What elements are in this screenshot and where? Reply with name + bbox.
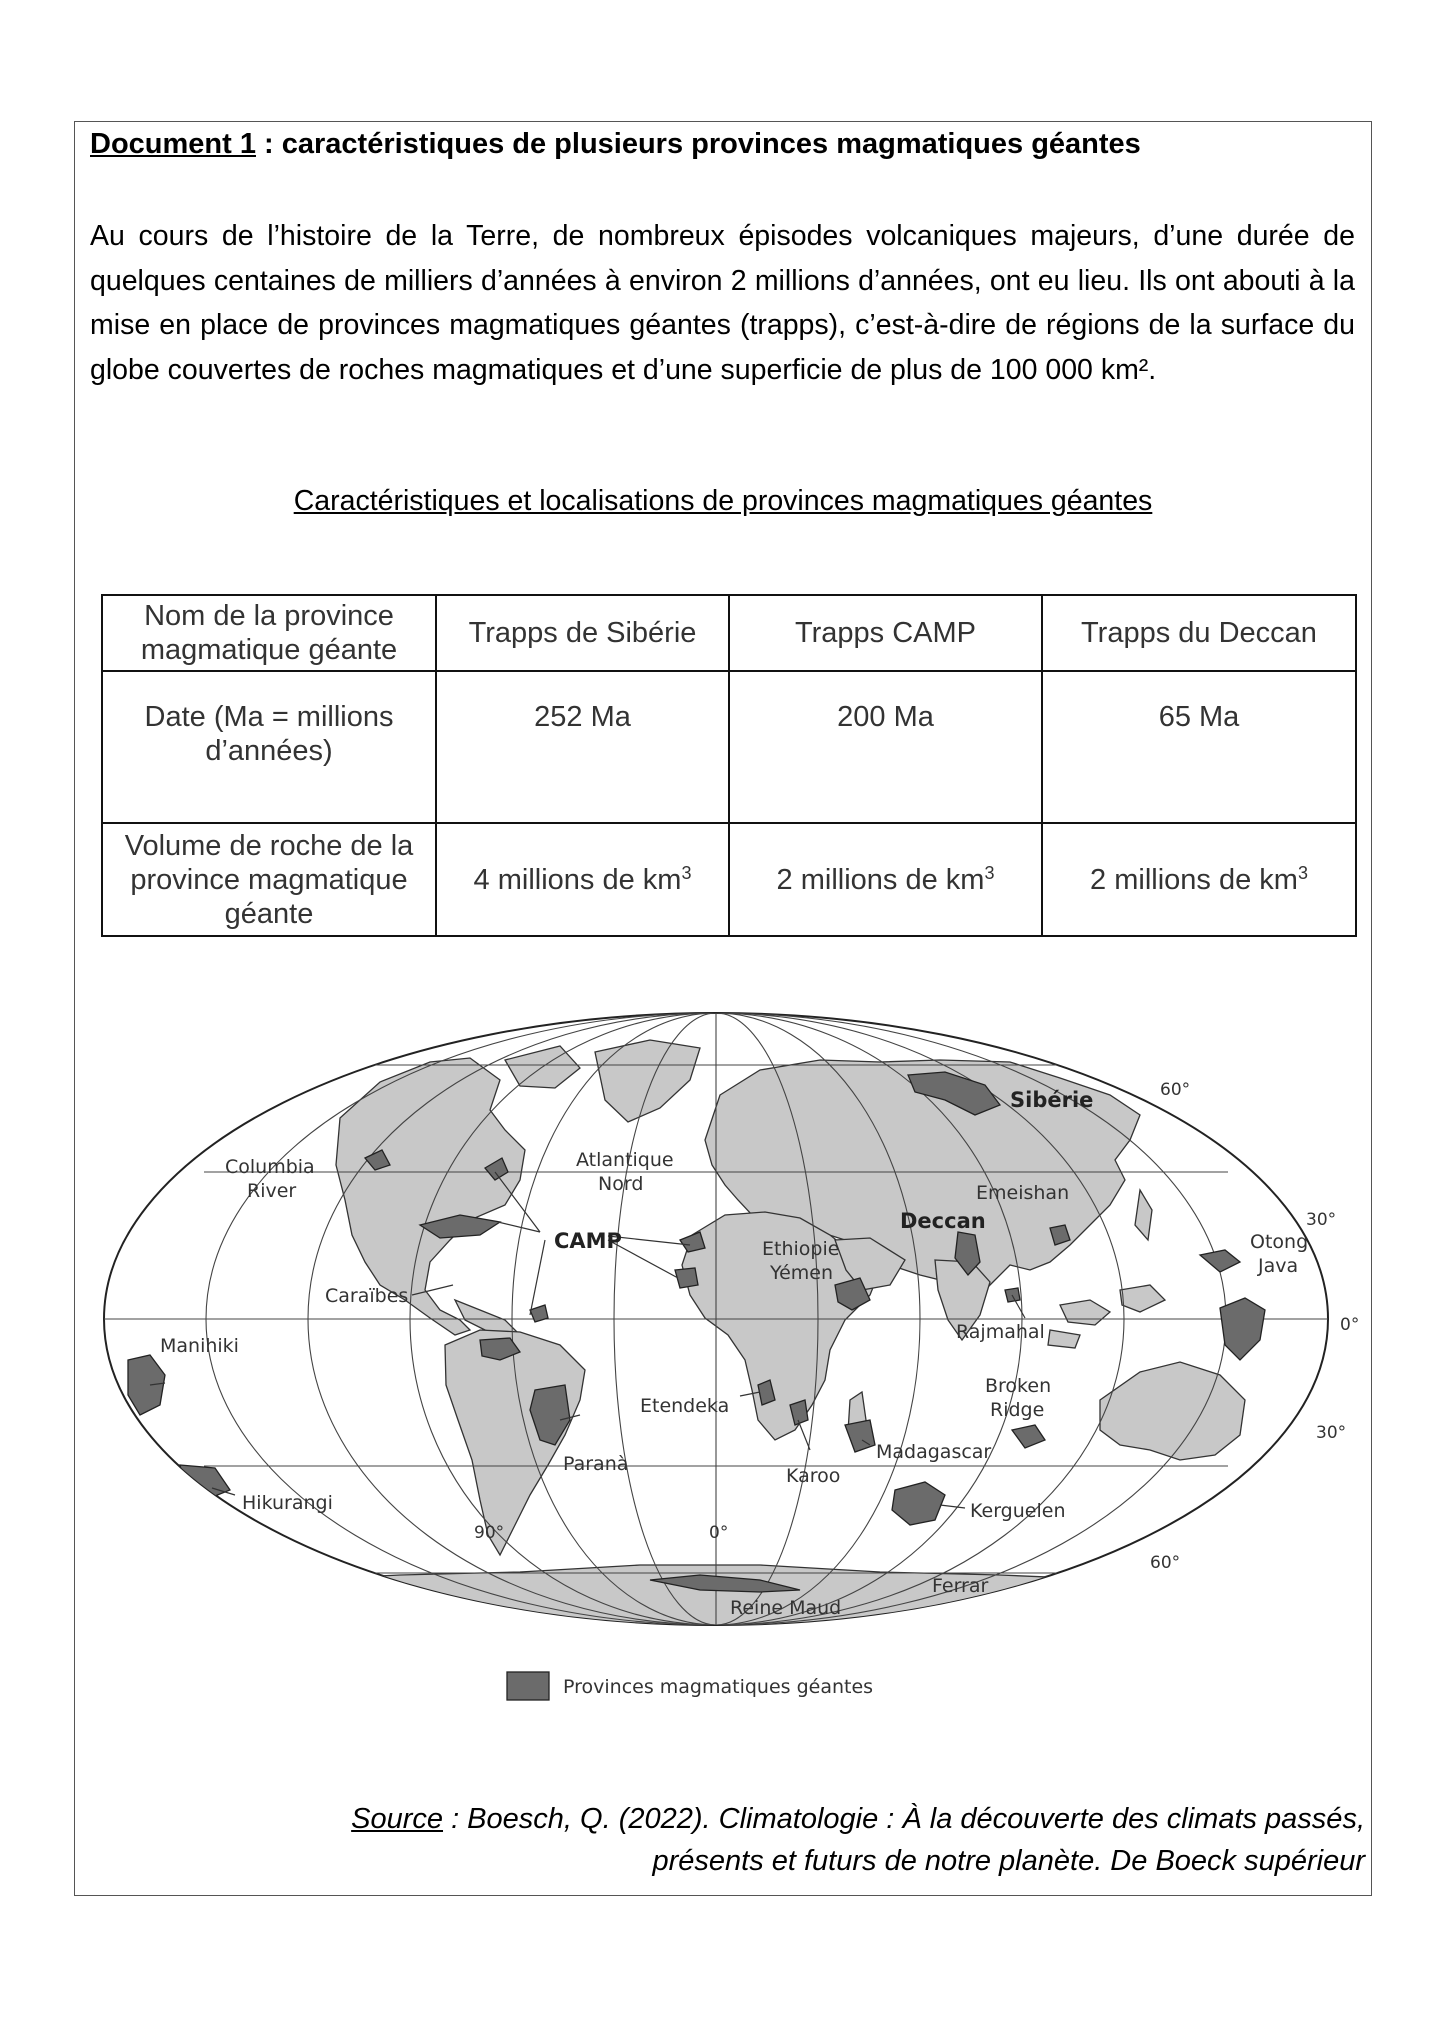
province-ferrar <box>1000 1588 1080 1600</box>
deg-lat0: 0° <box>1340 1315 1360 1335</box>
volume-deccan-exponent: 3 <box>1297 862 1308 883</box>
document-label: Document 1 <box>90 128 256 160</box>
date-label: Date (Ma = millions d’années) <box>102 671 436 823</box>
source-label: Source <box>351 1803 444 1835</box>
volume-siberie-exponent: 3 <box>681 862 692 883</box>
label-reine-maud: Reine Maud <box>730 1597 842 1619</box>
label-emeishan: Emeishan <box>976 1182 1070 1204</box>
label-java: Java <box>1258 1255 1299 1277</box>
volume-label: Volume de roche de la province magmatique géante <box>102 823 436 936</box>
label-caraibes: Caraïbes <box>325 1285 409 1307</box>
label-madagascar: Madagascar <box>876 1441 992 1463</box>
volume-camp-exponent: 3 <box>984 862 995 883</box>
date-deccan: 65 Ma <box>1042 671 1356 823</box>
label-kerguelen: Kerguelen <box>970 1500 1066 1522</box>
volume-siberie-value: 4 millions de km <box>473 863 682 896</box>
source-line-1 <box>165 1798 1365 1840</box>
volume-camp-value: 2 millions de km <box>776 863 985 896</box>
header-name: Nom de la province magmatique géante <box>102 595 436 671</box>
new-zealand <box>1262 1465 1285 1500</box>
label-hikurangi: Hikurangi <box>242 1492 333 1514</box>
deg-lat30s: 30° <box>1316 1423 1347 1443</box>
label-camp: CAMP <box>554 1229 622 1253</box>
date-siberie: 252 Ma <box>436 671 729 823</box>
label-broken: Broken <box>985 1375 1052 1397</box>
label-siberie: Sibérie <box>1010 1088 1094 1112</box>
deg-lon90: 90° <box>474 1523 505 1543</box>
label-ethiopie: Ethiopie <box>762 1238 840 1260</box>
label-columbia: Columbia <box>225 1156 315 1178</box>
volume-deccan-value: 2 millions de km <box>1090 863 1298 896</box>
document-title-text: : caractéristiques de plusieurs provinces magmatiques géantes <box>255 128 1141 160</box>
deg-lat60s: 60° <box>1150 1553 1181 1573</box>
label-manihiki: Manihiki <box>160 1335 239 1357</box>
source-line-2: présents et futurs de notre planète. De Boeck supérieur <box>652 1845 1365 1877</box>
header-siberie: Trapps de Sibérie <box>436 595 729 671</box>
label-parana: Paranà <box>563 1453 629 1475</box>
label-rajmahal: Rajmahal <box>956 1321 1045 1343</box>
source-line-1-text: : Boesch, Q. (2022). Climatologie : À la découverte des climats passés, <box>443 1803 1365 1835</box>
table-subtitle: Caractéristiques et localisations de provinces magmatiques géantes <box>293 485 1153 517</box>
header-camp: Trapps CAMP <box>729 595 1042 671</box>
label-nord: Nord <box>598 1173 644 1195</box>
source-citation <box>165 1798 1365 1882</box>
label-atlantique: Atlantique <box>576 1149 674 1171</box>
deg-lat30n: 30° <box>1306 1210 1337 1230</box>
header-deccan: Trapps du Deccan <box>1042 595 1356 671</box>
label-deccan: Deccan <box>900 1209 986 1233</box>
legend-swatch <box>507 1672 549 1700</box>
date-camp: 200 Ma <box>729 671 1042 823</box>
label-yemen: Yémen <box>770 1262 834 1284</box>
label-ferrar: Ferrar <box>932 1575 989 1597</box>
label-etendeka: Etendeka <box>640 1395 730 1417</box>
legend-label: Provinces magmatiques géantes <box>563 1676 874 1698</box>
label-river: River <box>247 1180 297 1202</box>
deg-lat60n: 60° <box>1160 1080 1191 1100</box>
label-otong: Otong <box>1250 1231 1309 1253</box>
map-legend <box>507 1672 873 1700</box>
deg-lon0: 0° <box>709 1523 729 1543</box>
label-karoo: Karoo <box>786 1465 841 1487</box>
label-ridge: Ridge <box>990 1399 1045 1421</box>
intro-paragraph: Au cours de l’histoire de la Terre, de nombreux épisodes volcaniques majeurs, d’une durée de quelques centaines de milliers d’années à environ 2 millions d’années, ont eu lieu. Ils ont abouti à la mise en place de provinces magmatiques géantes (trapps), c’est-à-dire de régions de la surface du globe couvertes de roches magmatiques et d’une superficie de plus de 100 000 km². <box>90 220 1355 386</box>
